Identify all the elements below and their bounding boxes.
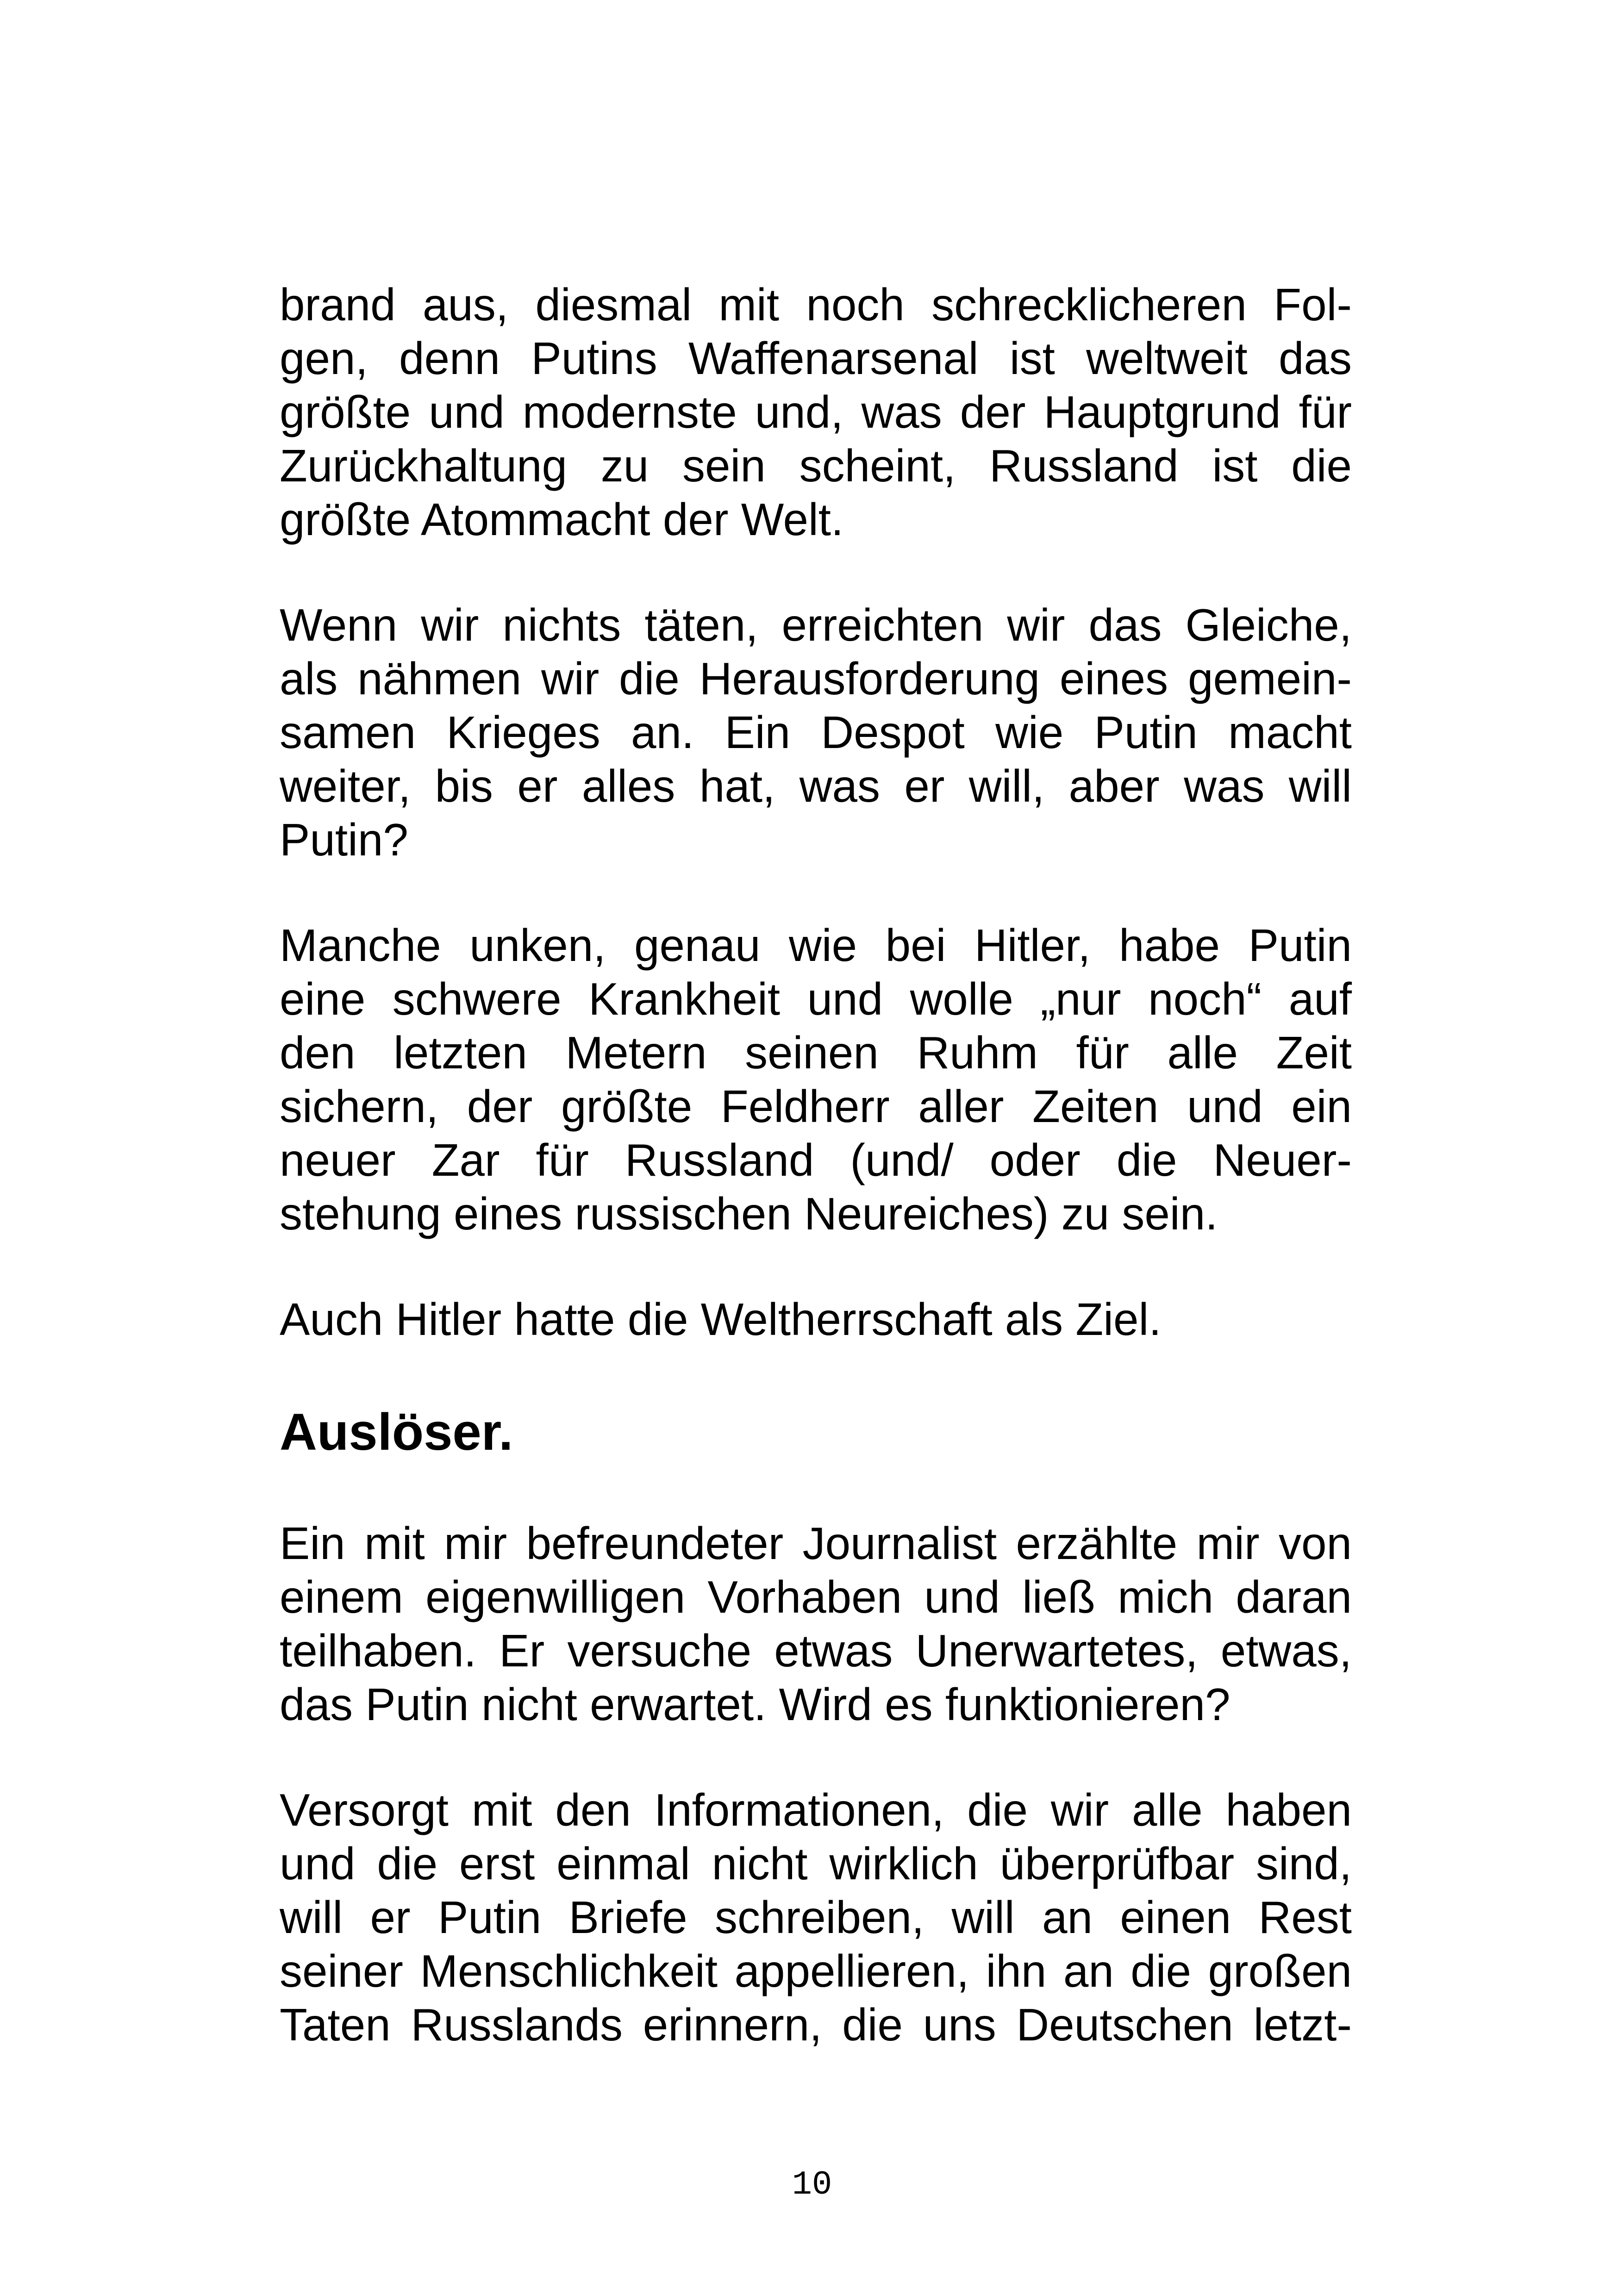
page-body <box>280 278 1352 2052</box>
paragraph-spacer <box>280 867 1352 918</box>
text-line: seiner Menschlichkeit appellieren, ihn an die großen <box>280 1946 1352 1996</box>
text-line: Taten Russlands erinnern, die uns Deutschen letzt- <box>280 1999 1352 2050</box>
paragraph-spacer <box>280 1346 1352 1398</box>
text-line: weiter, bis er alles hat, was er will, aber was will <box>280 761 1352 811</box>
text-line: gen, denn Putins Waffenarsenal ist weltweit das <box>280 333 1352 384</box>
text-line: größte und modernste und, was der Hauptgrund für <box>280 387 1352 437</box>
text-line: brand aus, diesmal mit noch schrecklicheren Fol- <box>280 279 1352 330</box>
text-line: neuer Zar für Russland (und/ oder die Neuer- <box>280 1135 1352 1185</box>
text-line: stehung eines russischen Neureiches) zu sein. <box>280 1188 1218 1239</box>
text-line: samen Krieges an. Ein Despot wie Putin macht <box>280 707 1352 758</box>
paragraph-spacer <box>280 1465 1352 1516</box>
text-line: das Putin nicht erwartet. Wird es funktionieren? <box>280 1679 1230 1730</box>
paragraph <box>280 1292 1352 1346</box>
paragraph-spacer <box>280 1731 1352 1783</box>
text-line: Versorgt mit den Informationen, die wir alle haben <box>280 1784 1352 1835</box>
paragraph-spacer <box>280 546 1352 598</box>
paragraph <box>280 1516 1352 1731</box>
text-line: und die erst einmal nicht wirklich überprüfbar sind, <box>280 1838 1352 1889</box>
text-line: eine schwere Krankheit und wolle „nur noch“ auf <box>280 973 1352 1024</box>
paragraph-spacer <box>280 1241 1352 1292</box>
text-line: will er Putin Briefe schreiben, will an einen Rest <box>280 1892 1352 1943</box>
paragraph <box>280 1783 1352 2052</box>
text-line: Ein mit mir befreundeter Journalist erzählte mir von <box>280 1518 1352 1569</box>
text-line: teilhaben. Er versuche etwas Unerwartetes, etwas, <box>280 1625 1352 1676</box>
text-line: Zurückhaltung zu sein scheint, Russland ist die <box>280 440 1352 491</box>
section-heading: Auslöser. <box>280 1403 513 1461</box>
paragraph <box>280 918 1352 1241</box>
paragraph <box>280 278 1352 546</box>
paragraph <box>280 598 1352 867</box>
text-line: Putin? <box>280 814 408 865</box>
page-number: 10 <box>792 2166 832 2204</box>
text-line: Wenn wir nichts täten, erreichten wir das Gleiche, <box>280 599 1352 650</box>
text-line: Auch Hitler hatte die Weltherrschaft als Ziel. <box>280 1294 1162 1345</box>
text-line: einem eigenwilligen Vorhaben und ließ mich daran <box>280 1572 1352 1622</box>
text-line: den letzten Metern seinen Ruhm für alle Zeit <box>280 1027 1352 1078</box>
text-line: als nähmen wir die Herausforderung eines gemein- <box>280 653 1352 704</box>
text-line: Manche unken, genau wie bei Hitler, habe Putin <box>280 920 1352 971</box>
text-line: sichern, der größte Feldherr aller Zeiten und ein <box>280 1081 1352 1132</box>
text-line: größte Atommacht der Welt. <box>280 494 844 545</box>
